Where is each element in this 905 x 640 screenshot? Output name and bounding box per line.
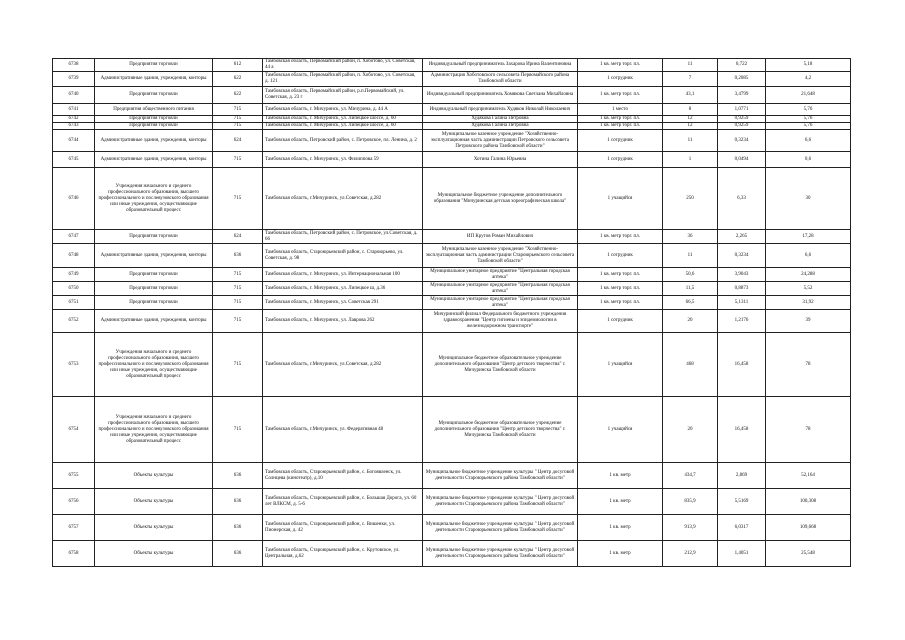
cell-quantity: 20 xyxy=(663,397,718,463)
cell-address: Тамбовская область, г. Мичуринск, ул. Советская 291 xyxy=(263,296,423,310)
cell-object-type: Предприятия торговли xyxy=(95,282,213,296)
cell-number: 6753 xyxy=(53,333,95,397)
cell-quantity: 250 xyxy=(663,168,718,230)
cell-address: Тамбовская область, г. Мичуринск, ул. Липецкое шоссе, д. 60 xyxy=(263,116,423,123)
cell-mass: 30 xyxy=(766,168,851,230)
cell-unit: 1 кв. метр торг. пл. xyxy=(578,282,663,296)
cell-quantity: 11 xyxy=(663,130,718,152)
cell-code: 636 xyxy=(213,463,263,489)
cell-address: Тамбовская область, Первомайский район, п. Хоботово, ул. Советская, д. 121 xyxy=(263,72,423,87)
cell-number: 6743 xyxy=(53,123,95,130)
cell-object-type: Учреждения начального и среднего профессионального образования, высшего профессионального и послевузовского образования или иные учреждения, осуществляющие образовательный процесс xyxy=(95,168,213,230)
cell-number: 6742 xyxy=(53,116,95,123)
cell-norm: 5,5169 xyxy=(718,489,766,515)
cell-organization: Муниципальное бюджетное учреждение дополнительного образования "Мичуринская детская хореографическая школа" xyxy=(423,168,578,230)
table-row xyxy=(53,104,851,116)
cell-unit: 1 учащийся xyxy=(578,333,663,397)
cell-norm: 1,0771 xyxy=(718,104,766,116)
cell-mass: 6,6 xyxy=(766,244,851,268)
cell-address: Тамбовская область, Петровский район, с. Петровское, ул.Советская, д. 66 xyxy=(263,230,423,244)
cell-number: 6755 xyxy=(53,463,95,489)
cell-organization: Муниципальное бюджетное образовательное учреждение дополнительного образования "Центр детского творчества" г. Мичуринска Тамбовской области xyxy=(423,397,578,463)
cell-mass: 0,6 xyxy=(766,152,851,168)
cell-object-type: Объекты культуры xyxy=(95,463,213,489)
cell-address: Тамбовская область, г. Мичуринск, ул. Лаврова 262 xyxy=(263,310,423,333)
cell-norm: 5,1311 xyxy=(718,296,766,310)
table-row xyxy=(53,168,851,230)
table-row xyxy=(53,244,851,268)
cell-norm: 0,9259 xyxy=(718,123,766,130)
cell-code: 715 xyxy=(213,397,263,463)
cell-object-type: Административные здания, учреждения, конторы xyxy=(95,152,213,168)
cell-unit: 1 сотрудник xyxy=(578,72,663,87)
cell-object-type: Административные здания, учреждения, конторы xyxy=(95,310,213,333)
cell-object-type: Учреждения начального и среднего профессионального образования, высшего профессионального и послевузовского образования или иные учреждения, осуществляющие образовательный процесс xyxy=(95,397,213,463)
cell-quantity: 1 xyxy=(663,152,718,168)
cell-code: 715 xyxy=(213,268,263,282)
cell-object-type: Административные здания, учреждения, конторы xyxy=(95,130,213,152)
cell-quantity: 835,9 xyxy=(663,489,718,515)
cell-unit: 1 кв. метр торг. пл. xyxy=(578,123,663,130)
cell-address: Тамбовская область, г.Мичуринск, ул.Советская, д.282 xyxy=(263,333,423,397)
table-row xyxy=(53,463,851,489)
table-row xyxy=(53,541,851,567)
cell-number: 6747 xyxy=(53,230,95,244)
cell-object-type: Предприятия торговли xyxy=(95,59,213,72)
cell-object-type: Предприятия торговли xyxy=(95,123,213,130)
cell-organization: Муниципальное унитарное предприятие "Центральная городская аптека" xyxy=(423,268,578,282)
table-row xyxy=(53,310,851,333)
table-row xyxy=(53,397,851,463)
cell-code: 636 xyxy=(213,541,263,567)
cell-code: 636 xyxy=(213,489,263,515)
cell-quantity: 434,7 xyxy=(663,463,718,489)
cell-address: Тамбовская область, Староюрьевский район, с. Богоявленск, ул. Солнцева (кинотеатр), д.10 xyxy=(263,463,423,489)
cell-object-type: Административные здания, учреждения, конторы xyxy=(95,72,213,87)
cell-quantity: 12 xyxy=(663,116,718,123)
cell-number: 6738 xyxy=(53,59,95,72)
cell-number: 6756 xyxy=(53,489,95,515)
table-row xyxy=(53,489,851,515)
cell-quantity: 11 xyxy=(663,59,718,72)
table-row xyxy=(53,230,851,244)
cell-unit: 1 кв. метр xyxy=(578,515,663,541)
cell-quantity: 8 xyxy=(663,104,718,116)
cell-code: 715 xyxy=(213,123,263,130)
table-row xyxy=(53,515,851,541)
cell-number: 6739 xyxy=(53,72,95,87)
cell-norm: 1,4051 xyxy=(718,541,766,567)
cell-mass: 31,92 xyxy=(766,296,851,310)
cell-unit: 1 учащийся xyxy=(578,397,663,463)
cell-code: 715 xyxy=(213,116,263,123)
cell-norm: 6,0317 xyxy=(718,515,766,541)
cell-mass: 5,18 xyxy=(766,59,851,72)
cell-organization: Муниципальное бюджетное учреждение культуры " Центр досуговой деятельности Староюрьевского района Тамбовской области" xyxy=(423,541,578,567)
cell-code: 715 xyxy=(213,296,263,310)
cell-quantity: 66,5 xyxy=(663,296,718,310)
cell-organization: Муниципальное унитарное предприятие "Центральная городская аптека" xyxy=(423,282,578,296)
cell-number: 6751 xyxy=(53,296,95,310)
cell-code: 624 xyxy=(213,230,263,244)
cell-object-type: Предприятия торговли xyxy=(95,268,213,282)
cell-mass: 4,2 xyxy=(766,72,851,87)
cell-mass: 39 xyxy=(766,310,851,333)
cell-organization: Муниципальное бюджетное учреждение культуры " Центр досуговой деятельности Староюрьевского района Тамбовской области" xyxy=(423,489,578,515)
cell-unit: 1 кв. метр торг. пл. xyxy=(578,268,663,282)
cell-organization: ИП Крутов Роман Михайлович xyxy=(423,230,578,244)
cell-norm: 3,9043 xyxy=(718,268,766,282)
cell-number: 6748 xyxy=(53,244,95,268)
cell-number: 6746 xyxy=(53,168,95,230)
cell-object-type: Предприятия торговли xyxy=(95,230,213,244)
cell-number: 6757 xyxy=(53,515,95,541)
table-row xyxy=(53,268,851,282)
cell-address: Тамбовская область, Староюрьевский район, с. Большая Дорога, ул. 60 лет ВЛКСМ, д. 5-6 xyxy=(263,489,423,515)
cell-address: Тамбовская область, Староюрьевский район, с. Староюрьево, ул. Советская, д. 98 xyxy=(263,244,423,268)
cell-object-type: Объекты культуры xyxy=(95,489,213,515)
cell-object-type: Предприятия торговли xyxy=(95,87,213,104)
cell-code: 715 xyxy=(213,310,263,333)
cell-norm: 0,3234 xyxy=(718,244,766,268)
cell-address: Тамбовская область, г. Мичуринск, ул. Филиппова 59 xyxy=(263,152,423,168)
cell-organization: Худякова Галина Петровна xyxy=(423,123,578,130)
cell-unit: 1 сотрудник xyxy=(578,244,663,268)
cell-norm: 0,9259 xyxy=(718,116,766,123)
cell-quantity: 36 xyxy=(663,230,718,244)
cell-object-type: Предприятия общественного питания xyxy=(95,104,213,116)
cell-number: 6740 xyxy=(53,87,95,104)
cell-code: 624 xyxy=(213,130,263,152)
cell-number: 6750 xyxy=(53,282,95,296)
cell-unit: 1 сотрудник xyxy=(578,130,663,152)
cell-quantity: 12 xyxy=(663,123,718,130)
cell-mass: 5,76 xyxy=(766,116,851,123)
cell-address: Тамбовская область, Первомайский район, р.п.Первомайский, ул. Советская, д. 23 г xyxy=(263,87,423,104)
cell-mass: 25,548 xyxy=(766,541,851,567)
cell-number: 6752 xyxy=(53,310,95,333)
cell-quantity: 11 xyxy=(663,244,718,268)
cell-address: Тамбовская область, Петровский район, с. Петровское, пл. Ленина, д. 2 xyxy=(263,130,423,152)
cell-mass: 100,308 xyxy=(766,489,851,515)
cell-mass: 5,76 xyxy=(766,123,851,130)
cell-unit: 1 кв. метр торг. пл. xyxy=(578,230,663,244)
cell-address: Тамбовская область, г. Мичуринск, ул. Липецкое ш, д.36 xyxy=(263,282,423,296)
cell-code: 612 xyxy=(213,59,263,72)
cell-unit: 1 кв. метр торг. пл. xyxy=(578,87,663,104)
cell-organization: Муниципальное казенное учреждение "Хозяйственно-эксплуатационная часть администрации Староюрьевского сельсовета Тамбовской области" xyxy=(423,244,578,268)
table-row xyxy=(53,152,851,168)
cell-address: Тамбовская область, Староюрьевский район, с. Вишенки, ул. Пионерская, д. 42 xyxy=(263,515,423,541)
cell-quantity: 20 xyxy=(663,310,718,333)
cell-mass: 109,668 xyxy=(766,515,851,541)
cell-organization: Худякова Галина Петровна xyxy=(423,116,578,123)
cell-norm: 0,8873 xyxy=(718,282,766,296)
cell-norm: 0,0494 xyxy=(718,152,766,168)
table-row xyxy=(53,123,851,130)
cell-organization: Администрация Хоботовского сельсовета Первомайского района Тамбовской области xyxy=(423,72,578,87)
cell-address: Тамбовская область, г. Мичуринск, ул. Интернациональная 100 xyxy=(263,268,423,282)
cell-unit: 1 учащийся xyxy=(578,168,663,230)
cell-unit: 1 кв. метр торг. пл. xyxy=(578,59,663,72)
cell-mass: 78 xyxy=(766,333,851,397)
table-row xyxy=(53,130,851,152)
cell-code: 715 xyxy=(213,168,263,230)
cell-quantity: 43,1 xyxy=(663,87,718,104)
table-row xyxy=(53,296,851,310)
cell-address: Тамбовская область, г.Мичуринск, ул. Федеративная 48 xyxy=(263,397,423,463)
cell-object-type: Учреждения начального и среднего профессионального образования, высшего профессионального и послевузовского образования или иные учреждения, осуществляющие образовательный процесс xyxy=(95,333,213,397)
cell-norm: 16,458 xyxy=(718,333,766,397)
cell-norm: 0,3234 xyxy=(718,130,766,152)
cell-organization: Индивидуальный предприниматель Захарова Ирина Валентиновна xyxy=(423,59,578,72)
table-row xyxy=(53,72,851,87)
cell-unit: 1 кв. метр xyxy=(578,541,663,567)
cell-code: 715 xyxy=(213,282,263,296)
cell-number: 6745 xyxy=(53,152,95,168)
cell-unit: 1 сотрудник xyxy=(578,310,663,333)
cell-code: 636 xyxy=(213,244,263,268)
cell-object-type: Предприятия торговли xyxy=(95,116,213,123)
table-row xyxy=(53,87,851,104)
cell-norm: 1,2176 xyxy=(718,310,766,333)
cell-code: 715 xyxy=(213,333,263,397)
cell-mass: 52,164 xyxy=(766,463,851,489)
cell-code: 715 xyxy=(213,104,263,116)
cell-address: Тамбовская область, г.Мичуринск, ул.Советская, д.282 xyxy=(263,168,423,230)
cell-number: 6758 xyxy=(53,541,95,567)
table-row xyxy=(53,116,851,123)
cell-norm: 2,265 xyxy=(718,230,766,244)
cell-object-type: Административные здания, учреждения, конторы xyxy=(95,244,213,268)
table-row xyxy=(53,59,851,72)
table-row xyxy=(53,282,851,296)
cell-norm: 6,33 xyxy=(718,168,766,230)
cell-object-type: Объекты культуры xyxy=(95,541,213,567)
cell-number: 6749 xyxy=(53,268,95,282)
registry-table-sheet xyxy=(52,58,850,567)
cell-organization: Муниципальное бюджетное учреждение культуры " Центр досуговой деятельности Староюрьевского района Тамбовской области" xyxy=(423,515,578,541)
cell-unit: 1 кв. метр xyxy=(578,489,663,515)
cell-mass: 24,288 xyxy=(766,268,851,282)
cell-norm: 16,458 xyxy=(718,397,766,463)
cell-quantity: 11,5 xyxy=(663,282,718,296)
cell-unit: 1 кв. метр торг. пл. xyxy=(578,296,663,310)
cell-norm: 3,4799 xyxy=(718,87,766,104)
cell-norm: 2,869 xyxy=(718,463,766,489)
cell-quantity: 212,9 xyxy=(663,541,718,567)
cell-code: 715 xyxy=(213,152,263,168)
cell-mass: 5,76 xyxy=(766,104,851,116)
table-row xyxy=(53,333,851,397)
cell-address: Тамбовская область, г. Мичуринск, ул. Липецкое шоссе, д. 60 xyxy=(263,123,423,130)
cell-organization: Муниципальное бюджетное образовательное учреждение дополнительного образования "Центр детского творчества" г. Мичуринска Тамбовской области xyxy=(423,333,578,397)
cell-mass: 21,648 xyxy=(766,87,851,104)
cell-number: 6744 xyxy=(53,130,95,152)
cell-number: 6754 xyxy=(53,397,95,463)
cell-mass: 6,6 xyxy=(766,130,851,152)
cell-organization: Хотина Галина Юрьевна xyxy=(423,152,578,168)
cell-quantity: 468 xyxy=(663,333,718,397)
cell-organization: Мичуринский филиал Федерального бюджетного учреждения здравоохранения "Центр гигиены и эпидемиологии в железнодорожном транспорте" xyxy=(423,310,578,333)
cell-address: Тамбовская область, Староюрьевский район, с. Крутовское, ул. Центральная, д.62 xyxy=(263,541,423,567)
cell-organization: Муниципальное бюджетное учреждение культуры " Центр досуговой деятельности Староюрьевского района Тамбовской области" xyxy=(423,463,578,489)
cell-quantity: 50,6 xyxy=(663,268,718,282)
cell-mass: 78 xyxy=(766,397,851,463)
cell-object-type: Объекты культуры xyxy=(95,515,213,541)
cell-mass: 17,28 xyxy=(766,230,851,244)
cell-organization: Муниципальное казенное учреждение "Хозяйственно-эксплуатационная часть администрации Петровского сельсовета Петровского района Тамбовской области" xyxy=(423,130,578,152)
cell-mass: 5,52 xyxy=(766,282,851,296)
cell-organization: Индивидуальный предприниматель Худяков Николай Николаевич xyxy=(423,104,578,116)
registry-table xyxy=(52,58,851,567)
cell-object-type: Предприятия торговли xyxy=(95,296,213,310)
cell-code: 622 xyxy=(213,87,263,104)
cell-organization: Муниципальное унитарное предприятие "Центральная городская аптека" xyxy=(423,296,578,310)
cell-quantity: 913,9 xyxy=(663,515,718,541)
cell-unit: 1 кв. метр торг. пл. xyxy=(578,116,663,123)
cell-norm: 0,722 xyxy=(718,59,766,72)
cell-organization: Индивидуальный предприниматель Хомякова Светлана Михайловна xyxy=(423,87,578,104)
cell-unit: 1 кв. метр xyxy=(578,463,663,489)
cell-quantity: 7 xyxy=(663,72,718,87)
cell-unit: 1 место xyxy=(578,104,663,116)
cell-unit: 1 сотрудник xyxy=(578,152,663,168)
cell-number: 6741 xyxy=(53,104,95,116)
cell-address: Тамбовская область, Первомайский район, п. Хоботово, ул. Советская, 44 а xyxy=(263,59,423,72)
cell-code: 636 xyxy=(213,515,263,541)
cell-address: Тамбовская область, г. Мичуринск, ул. Мичурина, д. 44 А xyxy=(263,104,423,116)
cell-code: 622 xyxy=(213,72,263,87)
cell-norm: 0,2085 xyxy=(718,72,766,87)
